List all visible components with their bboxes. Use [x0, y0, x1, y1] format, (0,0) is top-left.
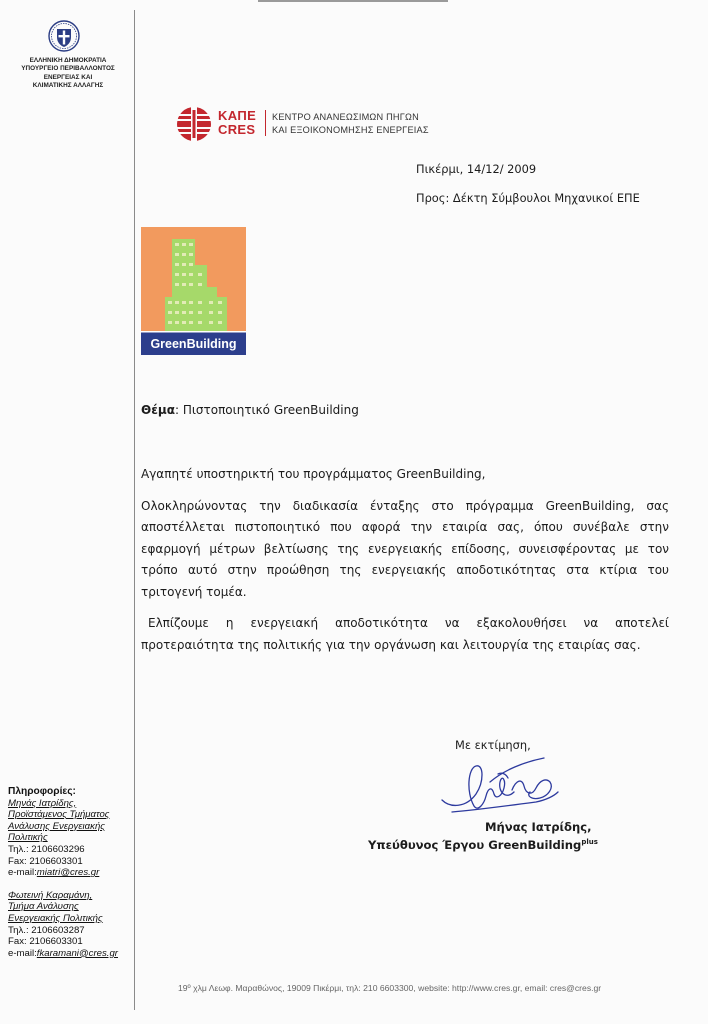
contact-title: Τμήμα Ανάλυσης: [8, 901, 79, 913]
contact-title: Προϊστάμενος Τμήματος: [8, 809, 110, 821]
cres-abbreviation: [218, 109, 256, 137]
greenbuilding-logo: [141, 227, 246, 355]
letter-closing: Με εκτίμηση,: [455, 738, 531, 752]
contact-email-label: e-mail:: [8, 867, 37, 879]
contact-info: [8, 786, 134, 959]
contact-title: Πολιτικής: [8, 832, 48, 844]
contact-phone: Τηλ.: 2106603296: [8, 843, 85, 855]
greek-emblem-icon: [48, 20, 80, 52]
letter-footer: 19º χλμ Λεωφ. Μαραθώνος, 19009 Πικέρμι, τηλ: 210 6603300, website: http://www.cres.gr, email: cres@cres.gr: [178, 983, 602, 993]
signer-role-text: Υπεύθυνος Έργου GreenBuilding: [368, 838, 582, 852]
top-edge-line: [258, 0, 448, 2]
cres-logo-icon: [174, 104, 214, 144]
ministry-line: ΚΛΙΜΑΤΙΚΗΣ ΑΛΛΑΓΗΣ: [32, 82, 104, 90]
ministry-line: ΕΛΛΗΝΙΚΗ ΔΗΜΟΚΡΑΤΙΑ: [29, 57, 107, 64]
signer-role-superscript: plus: [581, 838, 598, 847]
ministry-heading: [10, 57, 126, 91]
letter-recipient: Προς: Δέκτη Σύμβουλοι Μηχανικοί ΕΠΕ: [416, 191, 640, 205]
greenbuilding-logo-text: GreenBuilding: [150, 337, 237, 351]
contacts-heading: Πληροφορίες:: [8, 786, 76, 797]
signer-name: Μήνας Ιατρίδης,: [485, 820, 592, 834]
abbr-greek: ΚΑΠΕ: [218, 108, 257, 123]
contact-name: Φωτεινή Καραμάνη,: [8, 889, 93, 901]
ministry-line: ΕΝΕΡΓΕΙΑΣ ΚΑΙ: [43, 73, 93, 81]
contact-phone: Τηλ.: 2106603287: [8, 924, 85, 936]
contact-email-label: e-mail:: [8, 947, 37, 959]
contact-email-link[interactable]: miatri@cres.gr: [36, 867, 100, 879]
contact-email-row: [8, 948, 134, 960]
handwritten-signature: [436, 752, 564, 824]
abbr-latin: CRES: [218, 122, 256, 137]
header-separator: [265, 110, 266, 136]
contact-title: Ενεργειακής Πολιτικής: [8, 912, 103, 924]
letter-paragraph: Ολοκληρώνοντας την διαδικασία ένταξης στο πρόγραμμα GreenBuilding, σας αποστέλλεται πιστοποιητικό που αφορά την εταιρία σας, όπου συνέβαλε στην εφαρμογή μέτρων βελτίωσης της ενεργειακής επίδοσης, συνεισφέροντας με τον τρόπο αυτό στην προώθηση της ενεργειακής αποδοτικότητας στα κτίρια του τριτογενή τομέα.: [141, 498, 669, 599]
subject-text: : Πιστοποιητικό GreenBuilding: [174, 403, 359, 417]
contact-email-row: [8, 867, 134, 879]
contact-name: Μηνάς Ιατρίδης,: [8, 797, 77, 809]
contact-email-link[interactable]: fkaramani@cres.gr: [36, 947, 118, 959]
organisation-name: [272, 111, 429, 137]
contact-fax: Fax: 2106603301: [8, 936, 83, 948]
letter-subject: [141, 403, 359, 417]
contact-title: Ανάλυσης Ενεργειακής: [8, 820, 105, 832]
subject-label: Θέμα: [141, 403, 175, 417]
letter-greeting: Αγαπητέ υποστηρικτή του προγράμματος GreenBuilding,: [141, 467, 486, 481]
organisation-name-line2: ΚΑΙ ΕΞΟΙΚΟΝΟΜΗΣΗΣ ΕΝΕΡΓΕΙΑΣ: [272, 125, 429, 135]
letter-body: [141, 464, 669, 656]
organisation-name-line1: ΚΕΝΤΡΟ ΑΝΑΝΕΩΣΙΜΩΝ ΠΗΓΩΝ: [272, 112, 419, 122]
contact-fax: Fax: 2106603301: [8, 855, 83, 867]
letter-date: Πικέρμι, 14/12/ 2009: [416, 162, 537, 176]
sidebar-divider: [134, 10, 135, 1010]
letter-paragraph: Ελπίζουμε η ενεργειακή αποδοτικότητα να εξακολουθήσει να αποτελεί προτεραιότητα της πολιτικής για την οργάνωση και λειτουργία της εταιρίας σας.: [141, 616, 669, 652]
signer-role: [368, 838, 598, 852]
ministry-line: ΥΠΟΥΡΓΕΙΟ ΠΕΡΙΒΑΛΛΟΝΤΟΣ: [21, 65, 115, 73]
